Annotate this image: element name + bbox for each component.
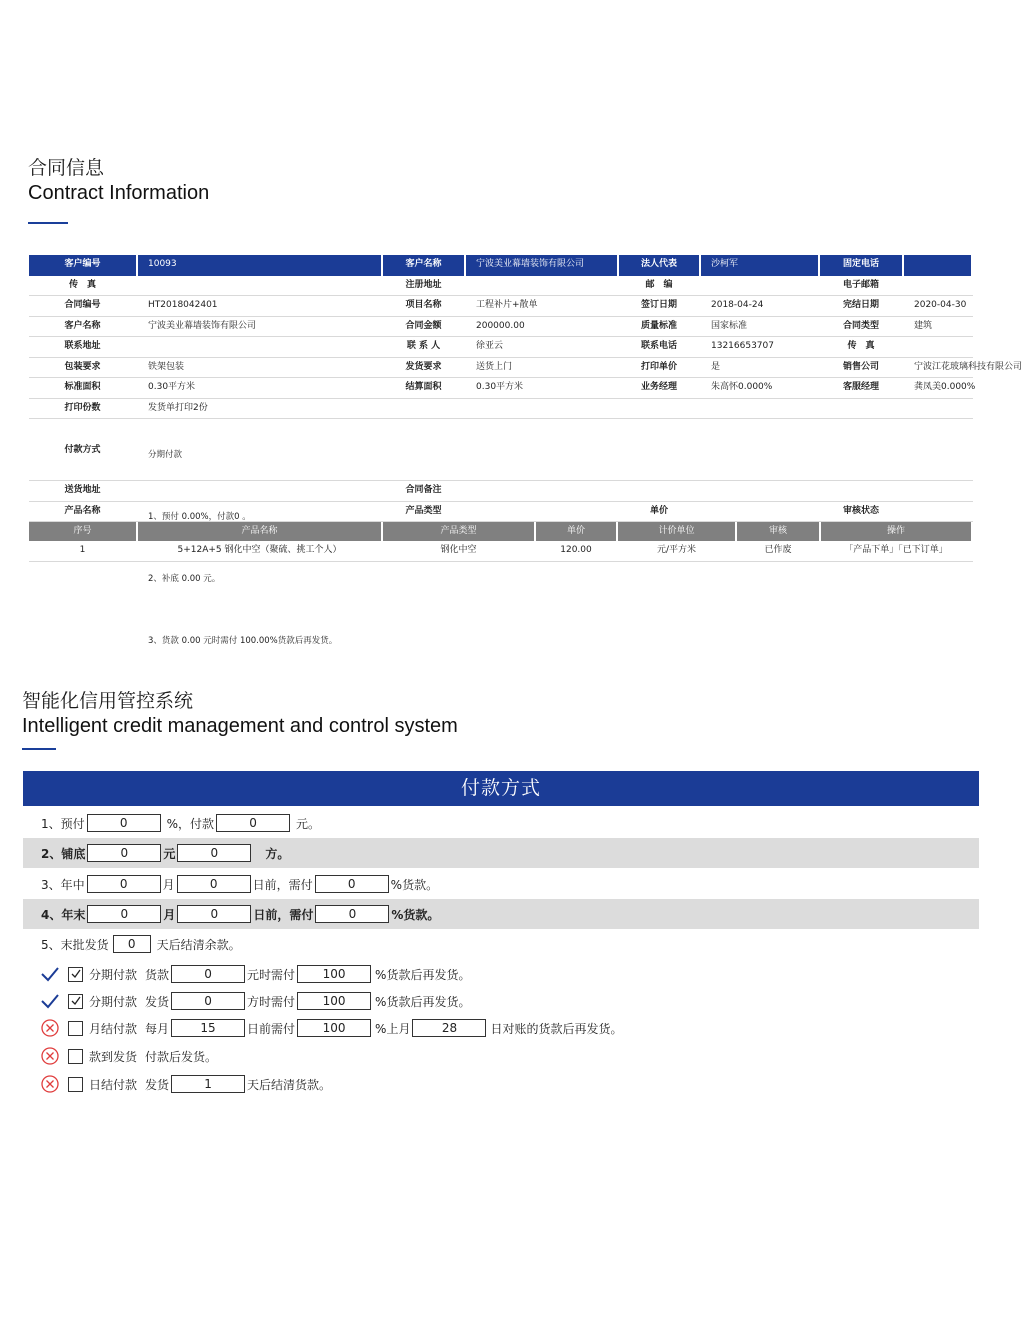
prod-price: 120.00 xyxy=(536,541,618,561)
postcode-value xyxy=(701,276,820,296)
legal-rep-value: 沙柯军 xyxy=(701,255,820,276)
last-batch-label: 5、末批发货 xyxy=(41,937,109,952)
fax-label: 传 真 xyxy=(29,276,138,296)
payment-method-label: 付款方式 xyxy=(29,419,138,480)
checkbox-checked[interactable] xyxy=(68,967,83,982)
legal-rep-label: 法人代表 xyxy=(619,255,701,276)
option-pay-before-ship[interactable] xyxy=(23,1043,979,1069)
table-row xyxy=(29,541,973,562)
prod-unit: 元/平方米 xyxy=(618,541,737,561)
yearend-day-input[interactable]: 0 xyxy=(177,905,251,923)
cross-circle-icon xyxy=(38,1072,62,1096)
biz-manager-value: 朱高怀0.000% xyxy=(701,378,820,398)
monthly-percent-input[interactable]: 100 xyxy=(297,1019,371,1037)
audit-status-value xyxy=(904,502,973,522)
payment-line: 分期付款 xyxy=(148,450,183,460)
email-label: 电子邮箱 xyxy=(820,276,904,296)
base-label: 2、铺底 xyxy=(41,846,86,861)
cs-manager-value: 龚凤美0.000% xyxy=(904,378,973,398)
email-value xyxy=(904,276,973,296)
prod-no: 1 xyxy=(29,541,138,561)
contract-remark-label: 合同备注 xyxy=(383,481,466,501)
checkbox-unchecked[interactable] xyxy=(68,1021,83,1036)
option-label: 款到发货 xyxy=(89,1049,138,1064)
delivery-address-label: 送货地址 xyxy=(29,481,138,501)
phone-label: 固定电话 xyxy=(820,255,904,276)
contract-type-label: 合同类型 xyxy=(820,317,904,337)
prod-audit: 已作废 xyxy=(737,541,821,561)
title-underline xyxy=(28,222,68,224)
check-mark-icon xyxy=(38,962,62,986)
option-text: 发货 xyxy=(145,994,170,1009)
contract-remark-value xyxy=(466,481,973,501)
option-text: 日对账的货款后再发货。 xyxy=(490,1021,623,1036)
delivery-address-value xyxy=(138,481,383,501)
end-date-label: 完结日期 xyxy=(820,296,904,316)
biz-manager-label: 业务经理 xyxy=(619,378,701,398)
prod-type: 钢化中空 xyxy=(383,541,536,561)
option-installment-amount[interactable] xyxy=(23,961,979,987)
option-text: 天后结清货款。 xyxy=(247,1077,332,1092)
reg-address-label: 注册地址 xyxy=(383,276,466,296)
print-price-value: 是 xyxy=(701,358,820,378)
contact-address-label: 联系地址 xyxy=(29,337,138,357)
quality-std-value: 国家标准 xyxy=(701,317,820,337)
section-credit-title xyxy=(22,689,458,750)
table-row xyxy=(29,276,973,297)
checkbox-unchecked[interactable] xyxy=(68,1077,83,1092)
option-installment-volume[interactable] xyxy=(23,988,979,1014)
sales-company-label: 销售公司 xyxy=(820,358,904,378)
unit-price-label: 单价 xyxy=(619,502,701,522)
print-price-label: 打印单价 xyxy=(619,358,701,378)
table-row xyxy=(29,502,973,523)
packing-label: 包装要求 xyxy=(29,358,138,378)
prepay-percent-input[interactable]: 0 xyxy=(87,814,161,832)
prepay-amount-input[interactable]: 0 xyxy=(216,814,290,832)
section-contract-title xyxy=(28,156,209,224)
settle-area-label: 结算面积 xyxy=(383,378,466,398)
customer-no-label: 客户编号 xyxy=(29,255,138,276)
fax2-label: 传 真 xyxy=(820,337,904,357)
base-volume-input[interactable]: 0 xyxy=(177,844,251,862)
last-batch-end-text: 天后结清余款。 xyxy=(156,937,241,952)
project-name-value: 工程补片+散单 xyxy=(466,296,619,316)
col-product-name: 产品名称 xyxy=(138,522,383,541)
yearend-month-input[interactable]: 0 xyxy=(87,905,161,923)
section-title-zh: 智能化信用管控系统 xyxy=(22,690,194,712)
base-row xyxy=(23,838,979,868)
contract-amount-label: 合同金额 xyxy=(383,317,466,337)
midyear-end-text: %货款。 xyxy=(390,877,439,892)
monthly-day-input[interactable]: 15 xyxy=(171,1019,245,1037)
col-price: 单价 xyxy=(536,522,618,541)
option-text: 每月 xyxy=(145,1021,170,1036)
option-label: 日结付款 xyxy=(89,1077,138,1092)
settle-area-value: 0.30平方米 xyxy=(466,378,619,398)
checkbox-unchecked[interactable] xyxy=(68,1049,83,1064)
daily-days-input[interactable]: 1 xyxy=(171,1075,245,1093)
cross-circle-icon xyxy=(38,1044,62,1068)
col-audit: 审核 xyxy=(737,522,821,541)
std-area-value: 0.30平方米 xyxy=(138,378,383,398)
title-underline xyxy=(22,748,56,750)
project-name-label: 项目名称 xyxy=(383,296,466,316)
installment-percent-input[interactable]: 100 xyxy=(297,965,371,983)
product-name-label: 产品名称 xyxy=(29,502,138,522)
option-text: %货款后再发货。 xyxy=(375,994,471,1009)
yearend-mid-text: 日前，需付 xyxy=(253,907,314,922)
option-monthly[interactable] xyxy=(23,1015,979,1041)
option-label: 分期付款 xyxy=(89,967,138,982)
last-batch-days-input[interactable]: 0 xyxy=(113,935,151,953)
client-name-value: 宁波美业幕墙装饰有限公司 xyxy=(138,317,383,337)
cross-circle-icon xyxy=(38,1016,62,1040)
sign-date-label: 签订日期 xyxy=(619,296,701,316)
prepay-unit: 元。 xyxy=(296,816,321,831)
installment-volume-percent-input[interactable]: 100 xyxy=(297,992,371,1010)
yearend-end-text: %货款。 xyxy=(391,907,440,922)
table-row xyxy=(29,317,973,338)
fax2-value xyxy=(904,337,973,357)
option-label: 分期付款 xyxy=(89,994,138,1009)
midyear-label: 3、年中 xyxy=(41,877,85,892)
product-name-value xyxy=(138,502,383,522)
payment-panel-header: 付款方式 xyxy=(23,771,979,806)
midyear-mid-text: 日前，需付 xyxy=(252,877,313,892)
prod-operation-links[interactable]: 「产品下单」「已下订单」 xyxy=(821,541,973,561)
unit-price-value xyxy=(701,502,820,522)
option-text: 元时需付 xyxy=(247,967,296,982)
col-no: 序号 xyxy=(29,522,138,541)
customer-name-label: 客户名称 xyxy=(383,255,466,276)
client-name-label: 客户名称 xyxy=(29,317,138,337)
contact-address-value xyxy=(138,337,383,357)
section-title-zh: 合同信息 xyxy=(28,157,105,179)
option-text: 日前需付 xyxy=(247,1021,296,1036)
quality-std-label: 质量标准 xyxy=(619,317,701,337)
midyear-month-unit: 月 xyxy=(162,877,175,892)
col-operation: 操作 xyxy=(821,522,973,541)
product-table-header xyxy=(29,522,973,541)
monthly-recon-day-input[interactable]: 28 xyxy=(412,1019,486,1037)
print-copies-value: 发货单打印2份 xyxy=(138,399,973,419)
customer-no-value: 10093 xyxy=(138,255,383,276)
end-date-value: 2020-04-30 xyxy=(904,296,973,316)
table-row xyxy=(29,296,973,317)
base-unit-fang: 方。 xyxy=(265,846,290,861)
checkbox-checked[interactable] xyxy=(68,994,83,1009)
installment-amount-input[interactable]: 0 xyxy=(171,965,245,983)
col-unit: 计价单位 xyxy=(618,522,737,541)
contract-table xyxy=(29,255,1022,646)
yearend-row xyxy=(23,899,979,929)
prepay-mid-text: %，付款 xyxy=(166,816,215,831)
table-row xyxy=(29,378,976,399)
base-unit-yuan: 元 xyxy=(163,846,176,861)
midyear-month-input[interactable]: 0 xyxy=(87,875,161,893)
product-type-value xyxy=(466,502,619,522)
midyear-day-input[interactable]: 0 xyxy=(177,875,251,893)
cs-manager-label: 客服经理 xyxy=(820,378,904,398)
yearend-label: 4、年末 xyxy=(41,907,86,922)
contact-phone-label: 联系电话 xyxy=(619,337,701,357)
customer-name-value: 宁波美业幕墙装饰有限公司 xyxy=(466,255,619,276)
contract-no-label: 合同编号 xyxy=(29,296,138,316)
sales-company-value: 宁波江花玻璃科技有限公司 xyxy=(904,358,973,378)
std-area-label: 标准面积 xyxy=(29,378,138,398)
prepay-label: 1、预付 xyxy=(41,816,85,831)
last-batch-row xyxy=(23,929,979,959)
table-row xyxy=(29,337,973,358)
contract-no-value: HT2018042401 xyxy=(138,296,383,316)
product-type-label: 产品类型 xyxy=(383,502,466,522)
option-text: %上月 xyxy=(375,1021,411,1036)
option-text: 货款 xyxy=(145,967,170,982)
contract-type-value: 建筑 xyxy=(904,317,973,337)
col-product-type: 产品类型 xyxy=(383,522,536,541)
table-row xyxy=(29,481,973,502)
phone-value xyxy=(904,255,973,276)
payment-line: 3、货款 0.00 元时需付 100.00%货款后再发货。 xyxy=(148,636,338,646)
contact-person-value: 徐亚云 xyxy=(466,337,619,357)
option-text: 发货 xyxy=(145,1077,170,1092)
prod-name: 5+12A+5 钢化中空（聚硫、挑工个人） xyxy=(138,541,383,561)
prepay-row xyxy=(23,808,979,838)
midyear-row xyxy=(23,869,979,899)
fax-value xyxy=(138,276,383,296)
midyear-percent-input[interactable]: 0 xyxy=(315,875,389,893)
contact-person-label: 联 系 人 xyxy=(383,337,466,357)
packing-value: 铁架包装 xyxy=(138,358,383,378)
reg-address-value xyxy=(466,276,619,296)
payment-line: 1、预付 0.00%，付款0 。 xyxy=(148,512,251,522)
audit-status-label: 审核状态 xyxy=(820,502,904,522)
table-header-row xyxy=(29,255,973,276)
delivery-req-value: 送货上门 xyxy=(466,358,619,378)
check-mark-icon xyxy=(38,989,62,1013)
option-text: %货款后再发货。 xyxy=(375,967,471,982)
installment-volume-input[interactable]: 0 xyxy=(171,992,245,1010)
base-amount-input[interactable]: 0 xyxy=(87,844,161,862)
yearend-month-unit: 月 xyxy=(163,907,176,922)
yearend-percent-input[interactable]: 0 xyxy=(315,905,389,923)
payment-line: 2、补底 0.00 元。 xyxy=(148,574,221,584)
option-daily[interactable] xyxy=(23,1071,979,1097)
contact-phone-value: 13216653707 xyxy=(701,337,820,357)
option-text: 方时需付 xyxy=(247,994,296,1009)
section-title-en: Intelligent credit management and control system xyxy=(22,715,458,737)
contract-amount-value: 200000.00 xyxy=(466,317,619,337)
table-row xyxy=(29,358,1022,379)
postcode-label: 邮 编 xyxy=(619,276,701,296)
option-text: 付款后发货。 xyxy=(145,1049,218,1064)
section-title-en: Contract Information xyxy=(28,182,210,204)
print-copies-label: 打印份数 xyxy=(29,399,138,419)
option-label: 月结付款 xyxy=(89,1021,138,1036)
table-row xyxy=(29,399,973,420)
delivery-req-label: 发货要求 xyxy=(383,358,466,378)
sign-date-value: 2018-04-24 xyxy=(701,296,820,316)
